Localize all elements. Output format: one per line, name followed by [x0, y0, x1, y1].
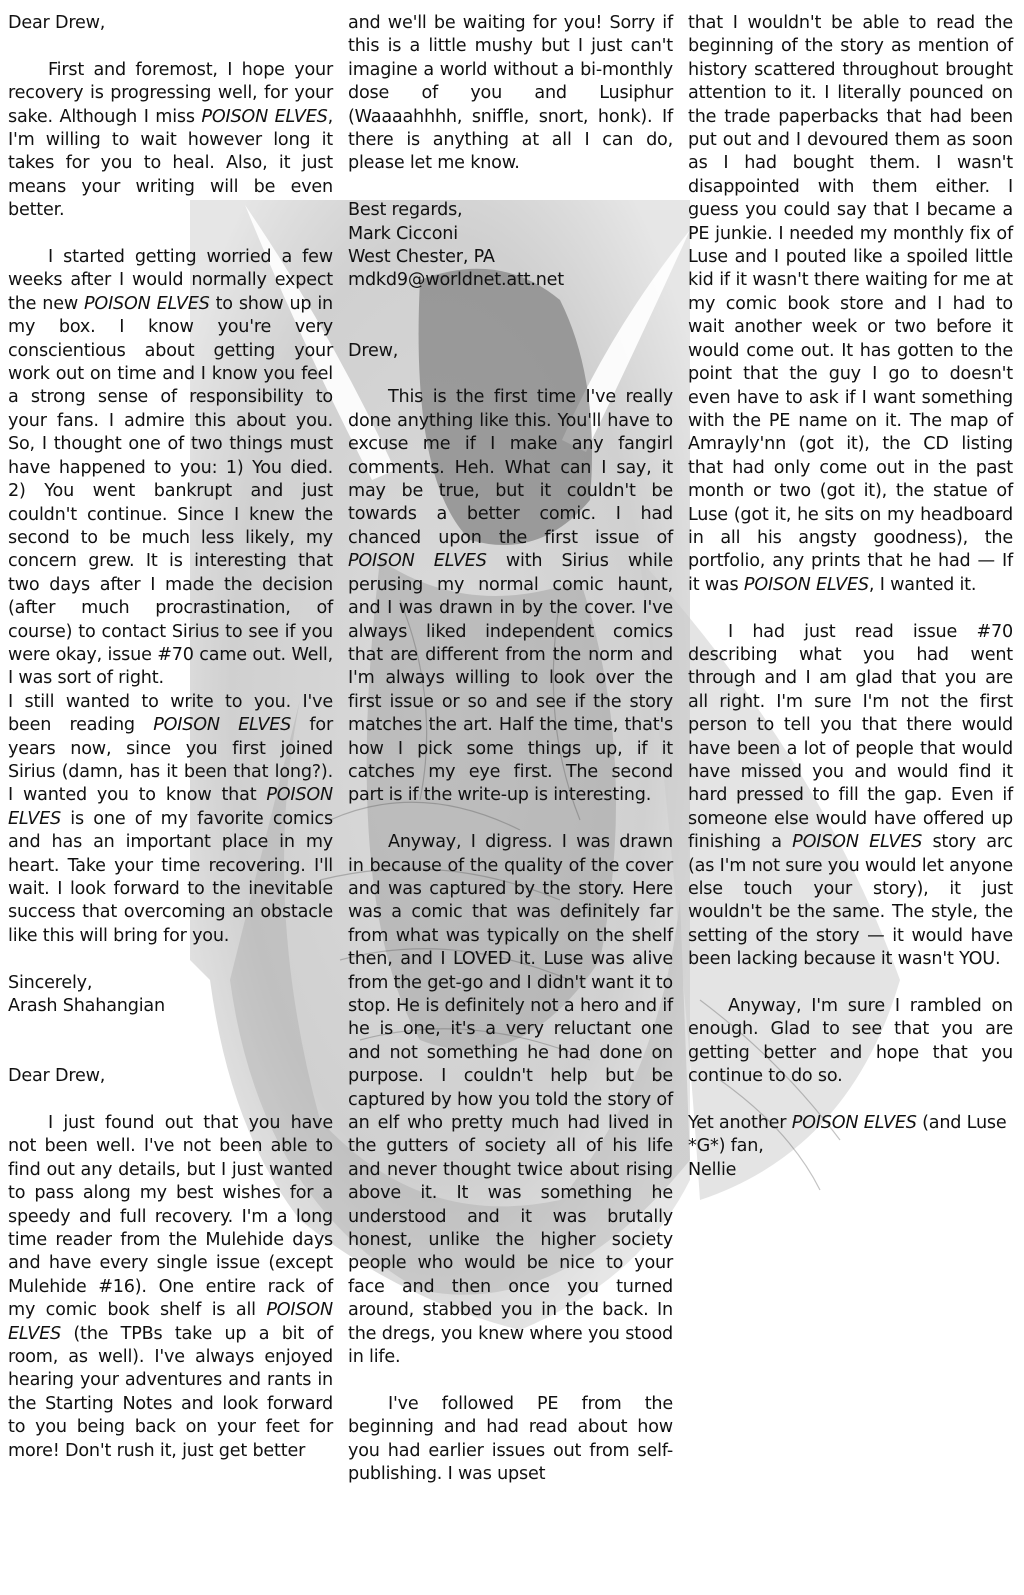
letter2-closing: Best regards,	[348, 200, 463, 221]
letter3-closing	[688, 1112, 1013, 1159]
title-italic: POISON ELVES	[8, 1300, 333, 1344]
title-italic: POISON ELVES	[84, 293, 210, 314]
text: This is the first time I've really done anything like this. You'll have to excuse me if I make any fangirl comments. Heh. What can I say, it may be true, but it couldn't be towards a better comic. I had chanced upon the first issue of	[348, 387, 673, 548]
letter1-paragraph-1	[8, 59, 333, 223]
title-italic: POISON ELVES	[348, 551, 487, 572]
letter1-paragraph-3	[8, 691, 333, 948]
letter3-paragraph-4	[688, 621, 1013, 972]
title-italic: POISON ELVES	[8, 785, 333, 829]
text: for years now, since you first joined Sirius (damn, has it been that long?). I wanted you to know that	[8, 715, 333, 806]
letter3-paragraph-1	[348, 386, 673, 807]
letter1-paragraph-2	[8, 246, 333, 691]
letter1-signature: Arash Shahangian	[8, 996, 165, 1017]
column-3	[688, 12, 1013, 1182]
letter2-paragraph-1	[8, 1112, 333, 1463]
letter2-paragraph-1-cont: and we'll be waiting for you! Sorry if this is a little mushy but I just can't imagine a world without a bi-monthly dose of you and Lusiphur (Waaaahhhh, sniffle, snort, honk). If there is anything at all I can do, please let me know.	[348, 13, 673, 174]
title-italic: POISON ELVES	[201, 106, 328, 127]
title-italic: POISON ELVES	[743, 574, 869, 595]
title-italic: POISON ELVES	[792, 832, 923, 853]
column-2	[348, 12, 673, 1487]
text: I just found out that you have not been well. I've not been able to find out any details, but I just wanted to pass along my best wishes for a speedy and full recovery. I'm a long time reader from the Mulehide days and have every single issue (except Mulehide #16). One entire rack of my comic book shelf is all	[8, 1113, 333, 1321]
text: I still wanted to write to you. I've been reading	[8, 691, 333, 736]
text: that I wouldn't be able to read the beginning of the story as mention of history scattered throughout brought attention to it. I literally pounced on the trade paperbacks that had been put out and I devoured them as soon as I had bought them. I wasn't disappointed with them either. I guess you could say that I became a PE junkie. I needed my monthly fix of Luse and I pouted like a spoiled little kid if it wasn't there waiting for me at my comic book store and I had to wait another week or two before it would come out. It has gotten to the point that the guy I go to doesn't even have to ask if I want something with the PE name on it. The map of Amrayly'nn (got it), the CD listing that had only come out in the past month or two (got it), the statue of Luse (got it, he sits on my headboard in all his angsty goodness), the portfolio, any prints that he had — If it was	[688, 13, 1013, 595]
column-1	[8, 12, 333, 1463]
title-italic: POISON ELVES	[791, 1113, 917, 1134]
letter3-paragraph-3: I've followed PE from the beginning and had read about how you had earlier issues out from self-publishing. I was upset	[348, 1393, 673, 1485]
letter2-signature: Mark Cicconi	[348, 223, 458, 244]
title-italic: POISON ELVES	[153, 715, 292, 736]
text: (the TPBs take up a bit of room, as well). I've always enjoyed hearing your adventures and rants in the Starting Notes and look forward to you being back on your feet for more! Don't rush it, just get better	[8, 1323, 333, 1461]
text: Yet another	[688, 1113, 792, 1134]
letter3-salutation: Drew,	[348, 340, 399, 361]
text: , I'm willing to wait however long it takes for you to heal. Also, it just means your writing will be even better.	[8, 106, 333, 221]
letter3-signature: Nellie	[688, 1159, 737, 1180]
text: to show up in my box. I know you're very conscientious about getting your work out on time and I know you feel a strong sense of responsibility to your fans. I admire this about you. So, I thought one of two things must have happened to you: 1) You died. 2) You went bankrupt and just couldn't continue. Since I knew the second to be much less likely, my concern grew. It is interesting that two days after I made the decision (after much procrastination, of course) to contact Sirius to see if you were okay, issue #70 came out. Well, I was sort of right.	[8, 293, 334, 689]
text: I started getting worried a few weeks after I would normally expect the new	[8, 247, 333, 314]
text: First and foremost, I hope your recovery is progressing well, for your sake. Although I miss	[8, 59, 333, 127]
letter1-salutation: Dear Drew,	[8, 13, 106, 33]
letter3-paragraph-5: Anyway, I'm sure I rambled on enough. Glad to see that you are getting better and hope that you continue to do so.	[688, 996, 1013, 1087]
text: is one of my favorite comics and has an important place in my heart. Take your time recovering. I'll wait. I look forward to the inevitable success that overcoming an obstacle like this will bring for you.	[8, 808, 333, 946]
text: , I wanted it.	[868, 574, 977, 595]
letter2-email: mdkd9@worldnet.att.net	[348, 270, 565, 291]
text: story arc (as I'm not sure you would let anyone else touch your story), it just wouldn't be the same. The style, the setting of the story — it would have been lacking because it wasn't YOU.	[688, 832, 1014, 970]
letter3-paragraph-3-cont	[688, 12, 1013, 597]
letter1-closing: Sincerely,	[8, 972, 93, 993]
text: I had just read issue #70 describing what you had went through and I am glad that you are all right. I'm sure I'm not the first person to tell you that there would have been a lot of people that would have missed you and would find it hard pressed to fill the gap. Even if someone else would have offered up finishing a	[688, 621, 1013, 853]
letter3-paragraph-2: Anyway, I digress. I was drawn in because of the quality of the cover and was captured by the story. Here was a comic that was definitely far from what was typically on the shelf then, and I LOVED it. Luse was alive from the get-go and I didn't want it to stop. He is definitely not a hero and if he is one, it's a very reluctant one and not something he had done on purpose. I couldn't help but be captured by how you told the story of an elf who pretty much had lived in the gutters of society all of his life and never thought twice about rising above it. It was something he understood and it was brutally honest, unlike the higher society people who would be nice to your face and then once you turned around, stabbed you in the back. In the dregs, you knew where you stood in life.	[348, 832, 673, 1368]
letter2-location: West Chester, PA	[348, 247, 495, 268]
text: with Sirius while perusing my normal comic haunt, and I was drawn in by the cover. I've always liked independent comics that are different from the norm and I'm always willing to look over the first issue or so and see if the story matches the art. Half the time, that's how I pick some things up, if it catches my eye first. The second part is if the write-up is interesting.	[348, 551, 673, 806]
letter2-salutation: Dear Drew,	[8, 1066, 106, 1087]
text: (and Luse *G*) fan,	[688, 1113, 1007, 1157]
